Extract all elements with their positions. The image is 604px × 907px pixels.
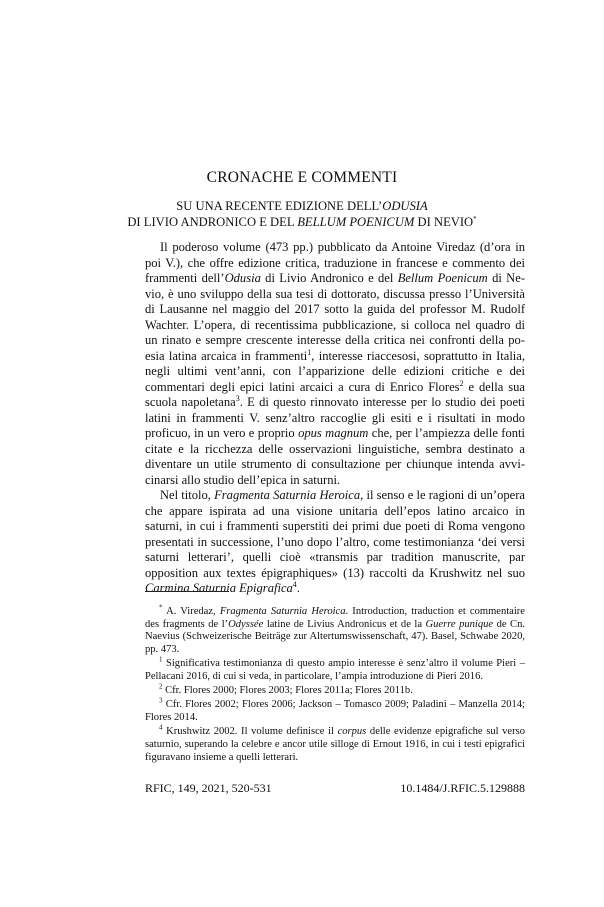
text-run: . xyxy=(296,581,300,595)
text-run: delle evidenze epigrafiche sul verso saturnio, superando la celebre e ancor utile silloge di Ernout 1916, in cui i testi epigrafici figuravano insieme a quelli letterari. xyxy=(145,726,525,763)
italic-run: Odusia xyxy=(224,271,261,285)
text-run: di Livio Andronico e del xyxy=(260,271,398,285)
footnote-mark: 1 xyxy=(159,655,163,664)
footnote-mark: 3 xyxy=(159,696,163,705)
title-footnote-star[interactable]: * xyxy=(473,214,477,223)
footnote-ref-1[interactable]: 1 xyxy=(307,347,312,357)
article-body xyxy=(145,240,525,597)
footnote-mark: 2 xyxy=(159,682,163,691)
article-title-line-2 xyxy=(0,214,604,230)
footnote-mark: 4 xyxy=(159,723,163,732)
doi-link[interactable]: 10.1484/J.RFIC.5.129888 xyxy=(400,781,525,795)
footnote-star xyxy=(145,603,525,657)
title-italic-odusia: ODUSIA xyxy=(382,199,428,213)
italic-run: corpus xyxy=(337,726,367,738)
title-text: SU UNA RECENTE EDIZIONE DELL’ xyxy=(176,199,383,213)
title-text: DI NEVIO xyxy=(414,215,474,229)
text-run: che, per l’ampiezza delle fonti citate e la ricchezza delle osservazioni linguistiche, sembra destinato a diventare un utile strumento di consultazione per chiunque intenda avvicinarsi allo studio dell’epica in saturni. xyxy=(145,426,525,487)
paragraph-1 xyxy=(145,240,525,488)
article-title xyxy=(0,198,604,230)
paragraph-2 xyxy=(145,488,525,597)
text-run: , il senso e le ragioni di un’opera che appare ispirata ad una visione unitaria dell’epos latino arcaico in saturni, in cui i frammenti superstiti dei primi due poeti di Roma vengono presentati in successione, l’uno dopo l’altro, come testimonianza ‘dei versi saturni letterari’, quelli cioè «transmis par tradition manuscrite, par opposition aux textes épigraphiques» (13) raccolti da Krushwitz nel suo xyxy=(145,488,525,580)
journal-citation: RFIC, 149, 2021, 520-531 xyxy=(145,781,272,795)
text-run: . Introduction, traduction et commentaire des fragments de l’ xyxy=(145,606,525,630)
footnote-ref-3[interactable]: 3 xyxy=(235,393,240,403)
footnote-separator xyxy=(145,591,229,592)
text-run: . E di questo rinnovato interesse per lo studio dei poeti latini in frammenti V. senz’altro raccoglie gli esiti e i risultati in modo proficuo, in un vero e proprio xyxy=(145,395,525,440)
footnote-1 xyxy=(145,655,525,683)
text-run: latine de Livius Andronicus et de la xyxy=(263,618,426,630)
italic-run: Fragmenta Saturnia Heroica xyxy=(214,488,361,502)
text-run: Cfr. Flores 2002; Flores 2006; Jackson – Tomasco 2009; Paladini – Manzella 2014; Flores 2014. xyxy=(145,699,525,724)
text-run: Cfr. Flores 2000; Flores 2003; Flores 2011a; Flores 2011b. xyxy=(162,685,413,697)
title-italic-bellum-poenicum: BELLUM POENICUM xyxy=(297,215,415,229)
footnote-2 xyxy=(145,682,525,698)
article-title-line-1 xyxy=(0,198,604,214)
italic-run: opus magnum xyxy=(298,426,369,440)
footnotes xyxy=(145,603,525,766)
text-run: Nel titolo, xyxy=(160,488,215,502)
footnote-3 xyxy=(145,696,525,724)
footnote-mark: * xyxy=(159,603,163,612)
text-run: Il poderoso volume (473 pp.) pubblicato da Antoine Viredaz (d’ora in poi V.), che offre edizione critica, traduzione in francese e commento dei frammenti dell’ xyxy=(145,240,525,285)
text-run: de Cn. Naevius (Schweizerische Beiträge zur Altertumswissenschaft, 47). Basel, Schwabe 2020, pp. 473. xyxy=(145,618,525,656)
footnote-ref-2[interactable]: 2 xyxy=(459,378,464,388)
footnote-ref-4[interactable]: 4 xyxy=(292,579,297,589)
title-text: DI LIVIO ANDRONICO E DEL xyxy=(127,215,298,229)
italic-run: Fragmenta Saturnia Heroica xyxy=(219,606,346,617)
italic-run: Guerre punique xyxy=(425,618,494,630)
text-run: e della sua scuola napoletana xyxy=(145,379,525,409)
italic-run: Bellum Poenicum xyxy=(397,271,488,285)
text-run: Significativa testimonianza di questo ampio interesse è senz’altro il volume Pieri – Pellacani 2016, di cui si veda, in particolare, l’ampia introduzione di Pieri 2016. xyxy=(145,658,525,683)
text-run: di Nevio, è uno sviluppo della sua tesi di dottorato, discussa presso l’Università di Lausanne nel maggio del 2017 sotto la guida del professor M. Rudolf Wachter. L’opera, di recentissima pubblicazione, si colloca nel quadro di un rinato e sempre crescente interesse della critica nei confronti della poesia latina arcaica in frammenti xyxy=(145,271,525,363)
italic-run: Carmina Saturnia Epigrafica xyxy=(145,581,293,595)
italic-run: Odyssée xyxy=(228,618,264,630)
text-run: A. Viredaz, xyxy=(162,606,220,617)
text-run: , interesse riaccesosi, soprattutto in Italia, negli ultimi vent’anni, con l’apparizione delle edizioni critiche e dei commentari degli epici latini arcaici a cura di Enrico Flores xyxy=(145,348,526,394)
footnote-4 xyxy=(145,723,525,764)
text-run: Krushwitz 2002. Il volume definisce il xyxy=(162,726,338,738)
section-title: CRONACHE E COMMENTI xyxy=(206,169,398,186)
